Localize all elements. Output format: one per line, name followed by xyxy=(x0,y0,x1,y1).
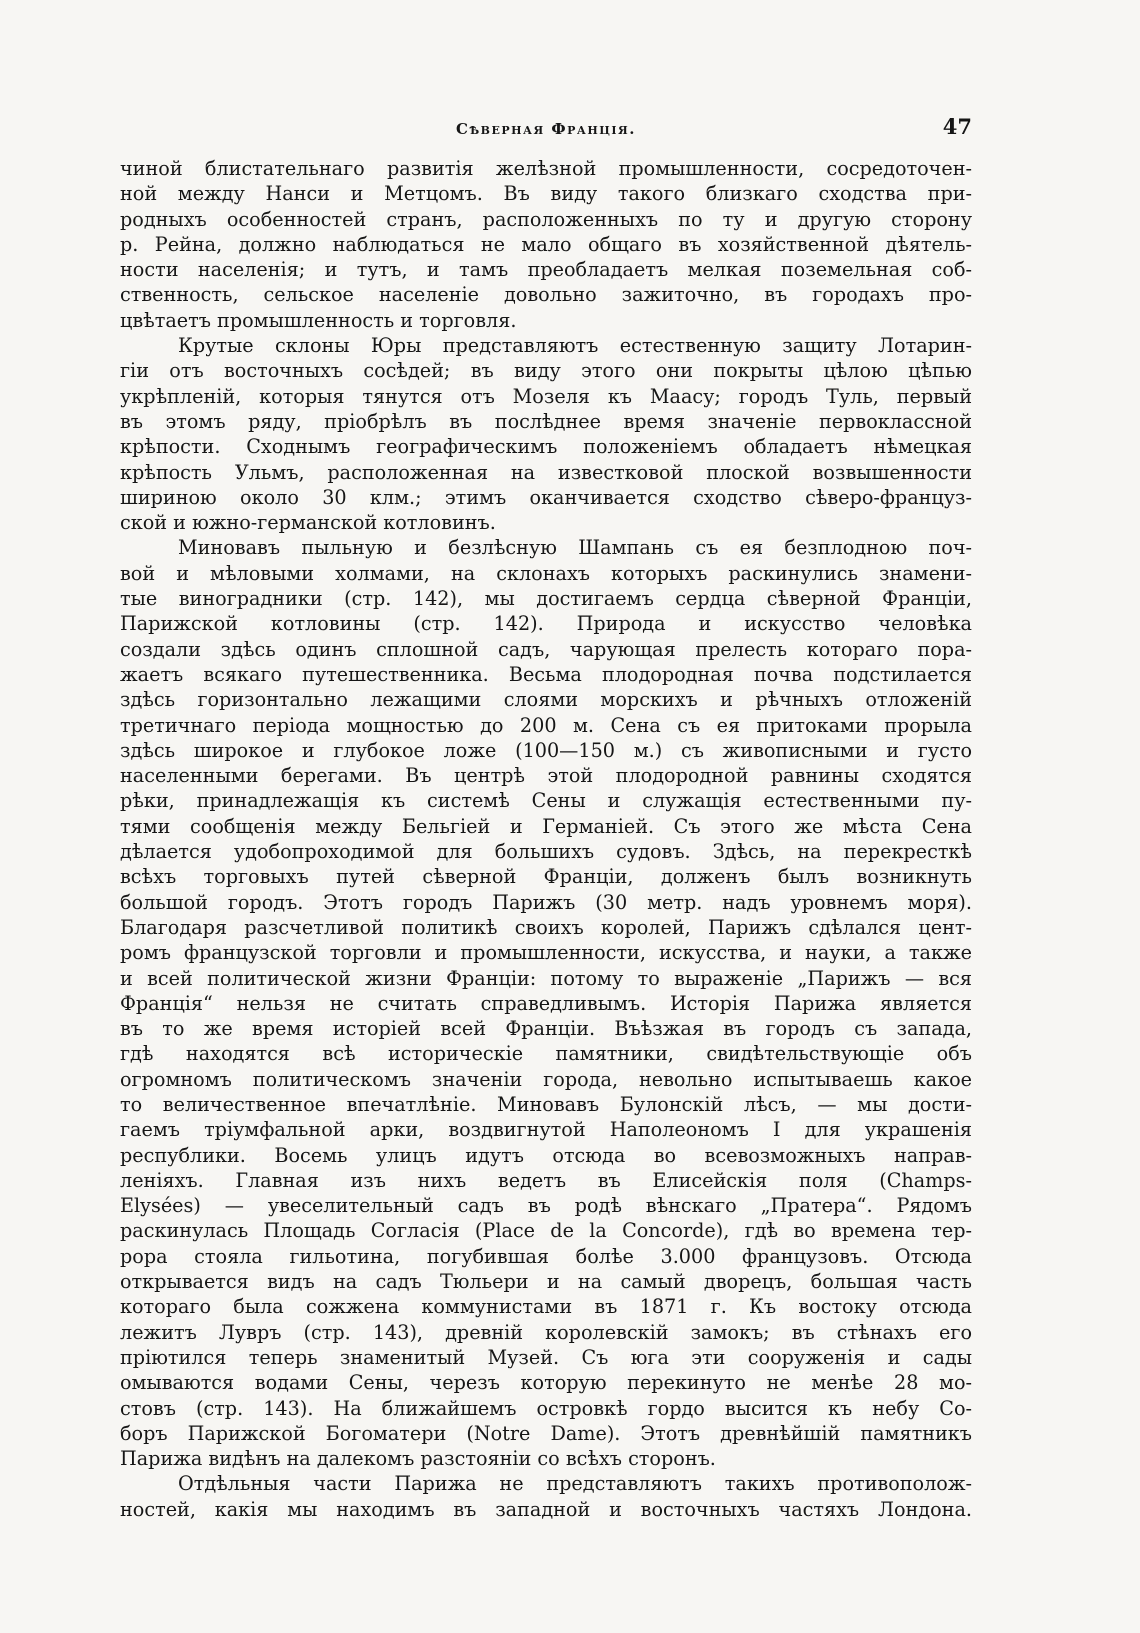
text-line: стовъ (стр. 143). На ближайшемъ островкѣ гордо высится къ небу Со- xyxy=(120,1396,972,1420)
text-line: республики. Восемь улицъ идутъ отсюда во всевозможныхъ направ- xyxy=(120,1143,972,1167)
text-line: вой и мѣловыми холмами, на склонахъ которыхъ раскинулись знамени- xyxy=(120,561,972,585)
text-line: Крутые склоны Юры представляютъ естественную защиту Лотарин- xyxy=(178,334,972,358)
text-line: большой городъ. Этотъ городъ Парижъ (30 метр. надъ уровнемъ моря). xyxy=(120,890,972,914)
text-line: крѣпость Ульмъ, расположенная на известковой плоской возвышенности xyxy=(120,460,972,484)
text-line: ромъ французской торговли и промышленности, искусства, и науки, а также xyxy=(120,941,972,965)
text-line: ственность, сельское населеніе довольно зажиточно, въ городахъ про- xyxy=(120,283,972,307)
text-line: гаемъ тріумфальной арки, воздвигнутой Наполеономъ I для украшенія xyxy=(120,1118,972,1142)
text-line: Отдѣльныя части Парижа не представляютъ такихъ противополож- xyxy=(178,1472,972,1496)
text-line: жаетъ всякаго путешественника. Весьма плодородная почва подстилается xyxy=(120,662,972,686)
text-line: пріютился теперь знаменитый Музей. Съ юга эти сооруженія и сады xyxy=(120,1345,972,1369)
text-line: въ то же время исторіей всей Франціи. Въѣзжая въ городъ съ запада, xyxy=(120,1017,972,1041)
text-line: Elysées) — увеселительный садъ въ родѣ вѣнскаго „Пратера“. Рядомъ xyxy=(120,1194,972,1218)
text-line: дѣлается удобопроходимой для большихъ судовъ. Здѣсь, на перекресткѣ xyxy=(120,840,972,864)
text-line: тые виноградники (стр. 142), мы достигаемъ сердца сѣверной Франціи, xyxy=(120,587,972,611)
text-line: гіи отъ восточныхъ сосѣдей; въ виду этого они покрыты цѣлою цѣпью xyxy=(120,359,972,383)
text-line: леніяхъ. Главная изъ нихъ ведетъ въ Елисейскія поля (Champs- xyxy=(120,1168,972,1192)
text-line: и всей политической жизни Франціи: потому то выраженіе „Парижъ — вся xyxy=(120,966,972,990)
text-line: въ этомъ ряду, пріобрѣлъ въ послѣднее время значеніе первоклассной xyxy=(120,409,972,433)
text-line: ности населенія; и тутъ, и тамъ преобладаетъ мелкая поземельная соб- xyxy=(120,258,972,282)
paragraph-3 xyxy=(120,535,972,1471)
text-line: раскинулась Площадь Согласія (Place de la Concorde), гдѣ во времена тер- xyxy=(120,1219,972,1243)
running-title: Сѣверная Франція. xyxy=(456,120,636,138)
text-line: третичнаго періода мощностью до 200 м. Сена съ ея притоками прорыла xyxy=(120,713,972,737)
text-line: Парижа видѣнъ на далекомъ разстояніи со всѣхъ сторонъ. xyxy=(120,1447,716,1471)
text-line: Миновавъ пыльную и безлѣсную Шампань съ ея безплодною поч- xyxy=(178,536,972,560)
text-line: открывается видъ на садъ Тюльери и на самый дворецъ, большая часть xyxy=(120,1270,972,1294)
text-line: крѣпости. Сходнымъ географическимъ положеніемъ обладаетъ нѣмецкая xyxy=(120,435,972,459)
text-line: здѣсь широкое и глубокое ложе (100—150 м.) съ живописными и густо xyxy=(120,738,972,762)
text-line: тями сообщенія между Бельгіей и Германіей. Съ этого же мѣста Сена xyxy=(120,814,972,838)
text-line: рѣки, принадлежащія къ системѣ Сены и служащія естественными пу- xyxy=(120,789,972,813)
text-line: лежитъ Лувръ (стр. 143), древній королевскій замокъ; въ стѣнахъ его xyxy=(120,1320,972,1344)
text-line: всѣхъ торговыхъ путей сѣверной Франціи, долженъ былъ возникнуть xyxy=(120,865,972,889)
paragraph-1 xyxy=(120,156,972,333)
paragraph-2 xyxy=(120,333,972,535)
text-line: Благодаря разсчетливой политикѣ своихъ королей, Парижъ сдѣлался цент- xyxy=(120,915,972,939)
paragraph-4 xyxy=(120,1471,972,1522)
text-line: родныхъ особенностей странъ, расположенныхъ по ту и другую сторону xyxy=(120,207,972,231)
text-line: населенными берегами. Въ центрѣ этой плодородной равнины сходятся xyxy=(120,764,972,788)
text-line: р. Рейна, должно наблюдаться не мало общаго въ хозяйственной дѣятель- xyxy=(120,232,972,256)
text-line: цвѣтаетъ промышленность и торговля. xyxy=(120,308,517,332)
text-line: гдѣ находятся всѣ историческіе памятники, свидѣтельствующіе объ xyxy=(120,1042,972,1066)
text-line: огромномъ политическомъ значеніи города, невольно испытываешь какое xyxy=(120,1067,972,1091)
text-line: чиной блистательнаго развитія желѣзной промышленности, сосредоточен- xyxy=(120,157,972,180)
text-line: здѣсь горизонтально лежащими слоями морскихъ и рѣчныхъ отложеній xyxy=(120,688,972,712)
text-line: создали здѣсь одинъ сплошной садъ, чарующая прелесть котораго пора- xyxy=(120,637,972,661)
text-line: ской и южно-германской котловинъ. xyxy=(120,511,496,535)
text-line: Франція“ нельзя не считать справедливымъ. Исторія Парижа является xyxy=(120,991,972,1015)
text-line: омываются водами Сены, черезъ которую перекинуто не менѣе 28 мо- xyxy=(120,1371,972,1395)
text-line: ностей, какія мы находимъ въ западной и восточныхъ частяхъ Лондона. xyxy=(120,1497,972,1521)
text-line: шириною около 30 клм.; этимъ оканчивается сходство сѣверо-француз- xyxy=(120,485,972,509)
text-line: Парижской котловины (стр. 142). Природа и искусство человѣка xyxy=(120,612,972,636)
text-line: укрѣпленій, которыя тянутся отъ Мозеля къ Маасу; городъ Туль, первый xyxy=(120,384,972,408)
text-line: то величественное впечатлѣніе. Миновавъ Булонскій лѣсъ, — мы дости- xyxy=(120,1092,972,1116)
text-line: ной между Нанси и Метцомъ. Въ виду такого близкаго сходства при- xyxy=(120,182,972,206)
page-number: 47 xyxy=(942,114,972,139)
text-line: рора стояла гильотина, погубившая болѣе 3.000 французовъ. Отсюда xyxy=(120,1244,972,1268)
page-header xyxy=(120,114,972,144)
text-line: котораго была сожжена коммунистами въ 1871 г. Къ востоку отсюда xyxy=(120,1295,972,1319)
text-line: боръ Парижской Богоматери (Notre Dame). Этотъ древнѣйшій памятникъ xyxy=(120,1421,972,1445)
body-text xyxy=(120,156,972,1522)
